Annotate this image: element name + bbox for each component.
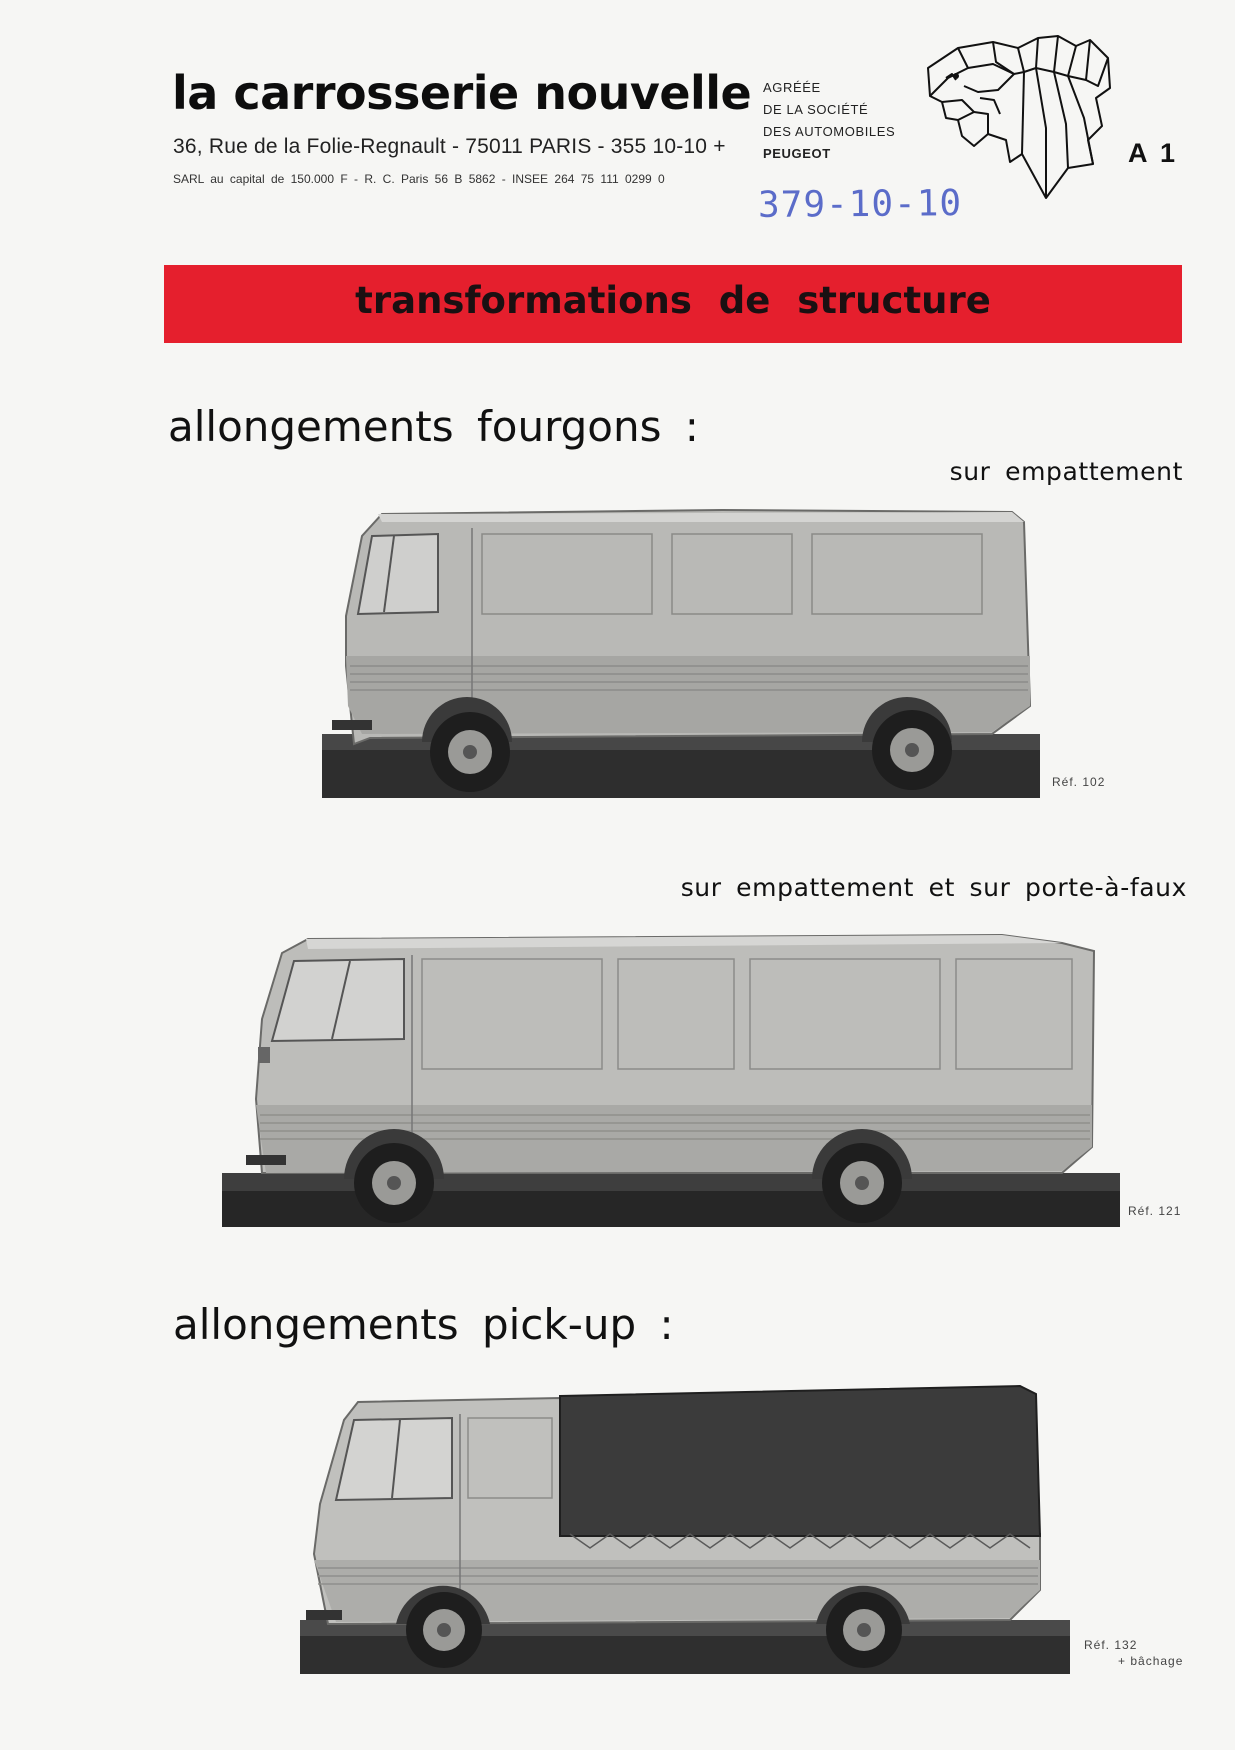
peugeot-lion-icon <box>918 28 1118 203</box>
long-van-photo <box>222 929 1120 1227</box>
extended-van-photo <box>322 506 1040 798</box>
caption-sur-empattement: sur empattement <box>949 457 1183 486</box>
approval-brand: PEUGEOT <box>763 146 831 161</box>
page-code: A 1 <box>1128 138 1179 168</box>
approval-block <box>763 77 895 165</box>
section-heading-fourgons: allongements fourgons : <box>168 402 699 451</box>
photo-ref-132: Réf. 132 <box>1084 1638 1138 1652</box>
company-legal-info: SARL au capital de 150.000 F - R. C. Paris 56 B 5862 - INSEE 264 75 111 0299 0 <box>173 172 665 186</box>
approval-line: AGRÉÉE <box>763 80 821 95</box>
title-banner <box>164 265 1182 343</box>
approval-line: DES AUTOMOBILES <box>763 124 896 139</box>
banner-title: transformations de structure <box>355 279 991 322</box>
stamped-phone-number: 379-10-10 <box>757 183 963 226</box>
approval-line: DE LA SOCIÉTÉ <box>763 102 869 117</box>
company-address: 36, Rue de la Folie-Regnault - 75011 PARIS - 355 10-10 + <box>173 135 726 158</box>
section-heading-pick-up: allongements pick-up : <box>173 1300 674 1349</box>
caption-sur-empattement-porte-a-faux: sur empattement et sur porte-à-faux <box>680 873 1187 902</box>
pickup-tarp-photo <box>300 1384 1070 1674</box>
photo-ref-102: Réf. 102 <box>1052 775 1106 789</box>
company-name: la carrosserie nouvelle <box>172 66 752 120</box>
photo-ref-121: Réf. 121 <box>1128 1204 1182 1218</box>
photo-note-bachage: + bâchage <box>1118 1654 1184 1668</box>
